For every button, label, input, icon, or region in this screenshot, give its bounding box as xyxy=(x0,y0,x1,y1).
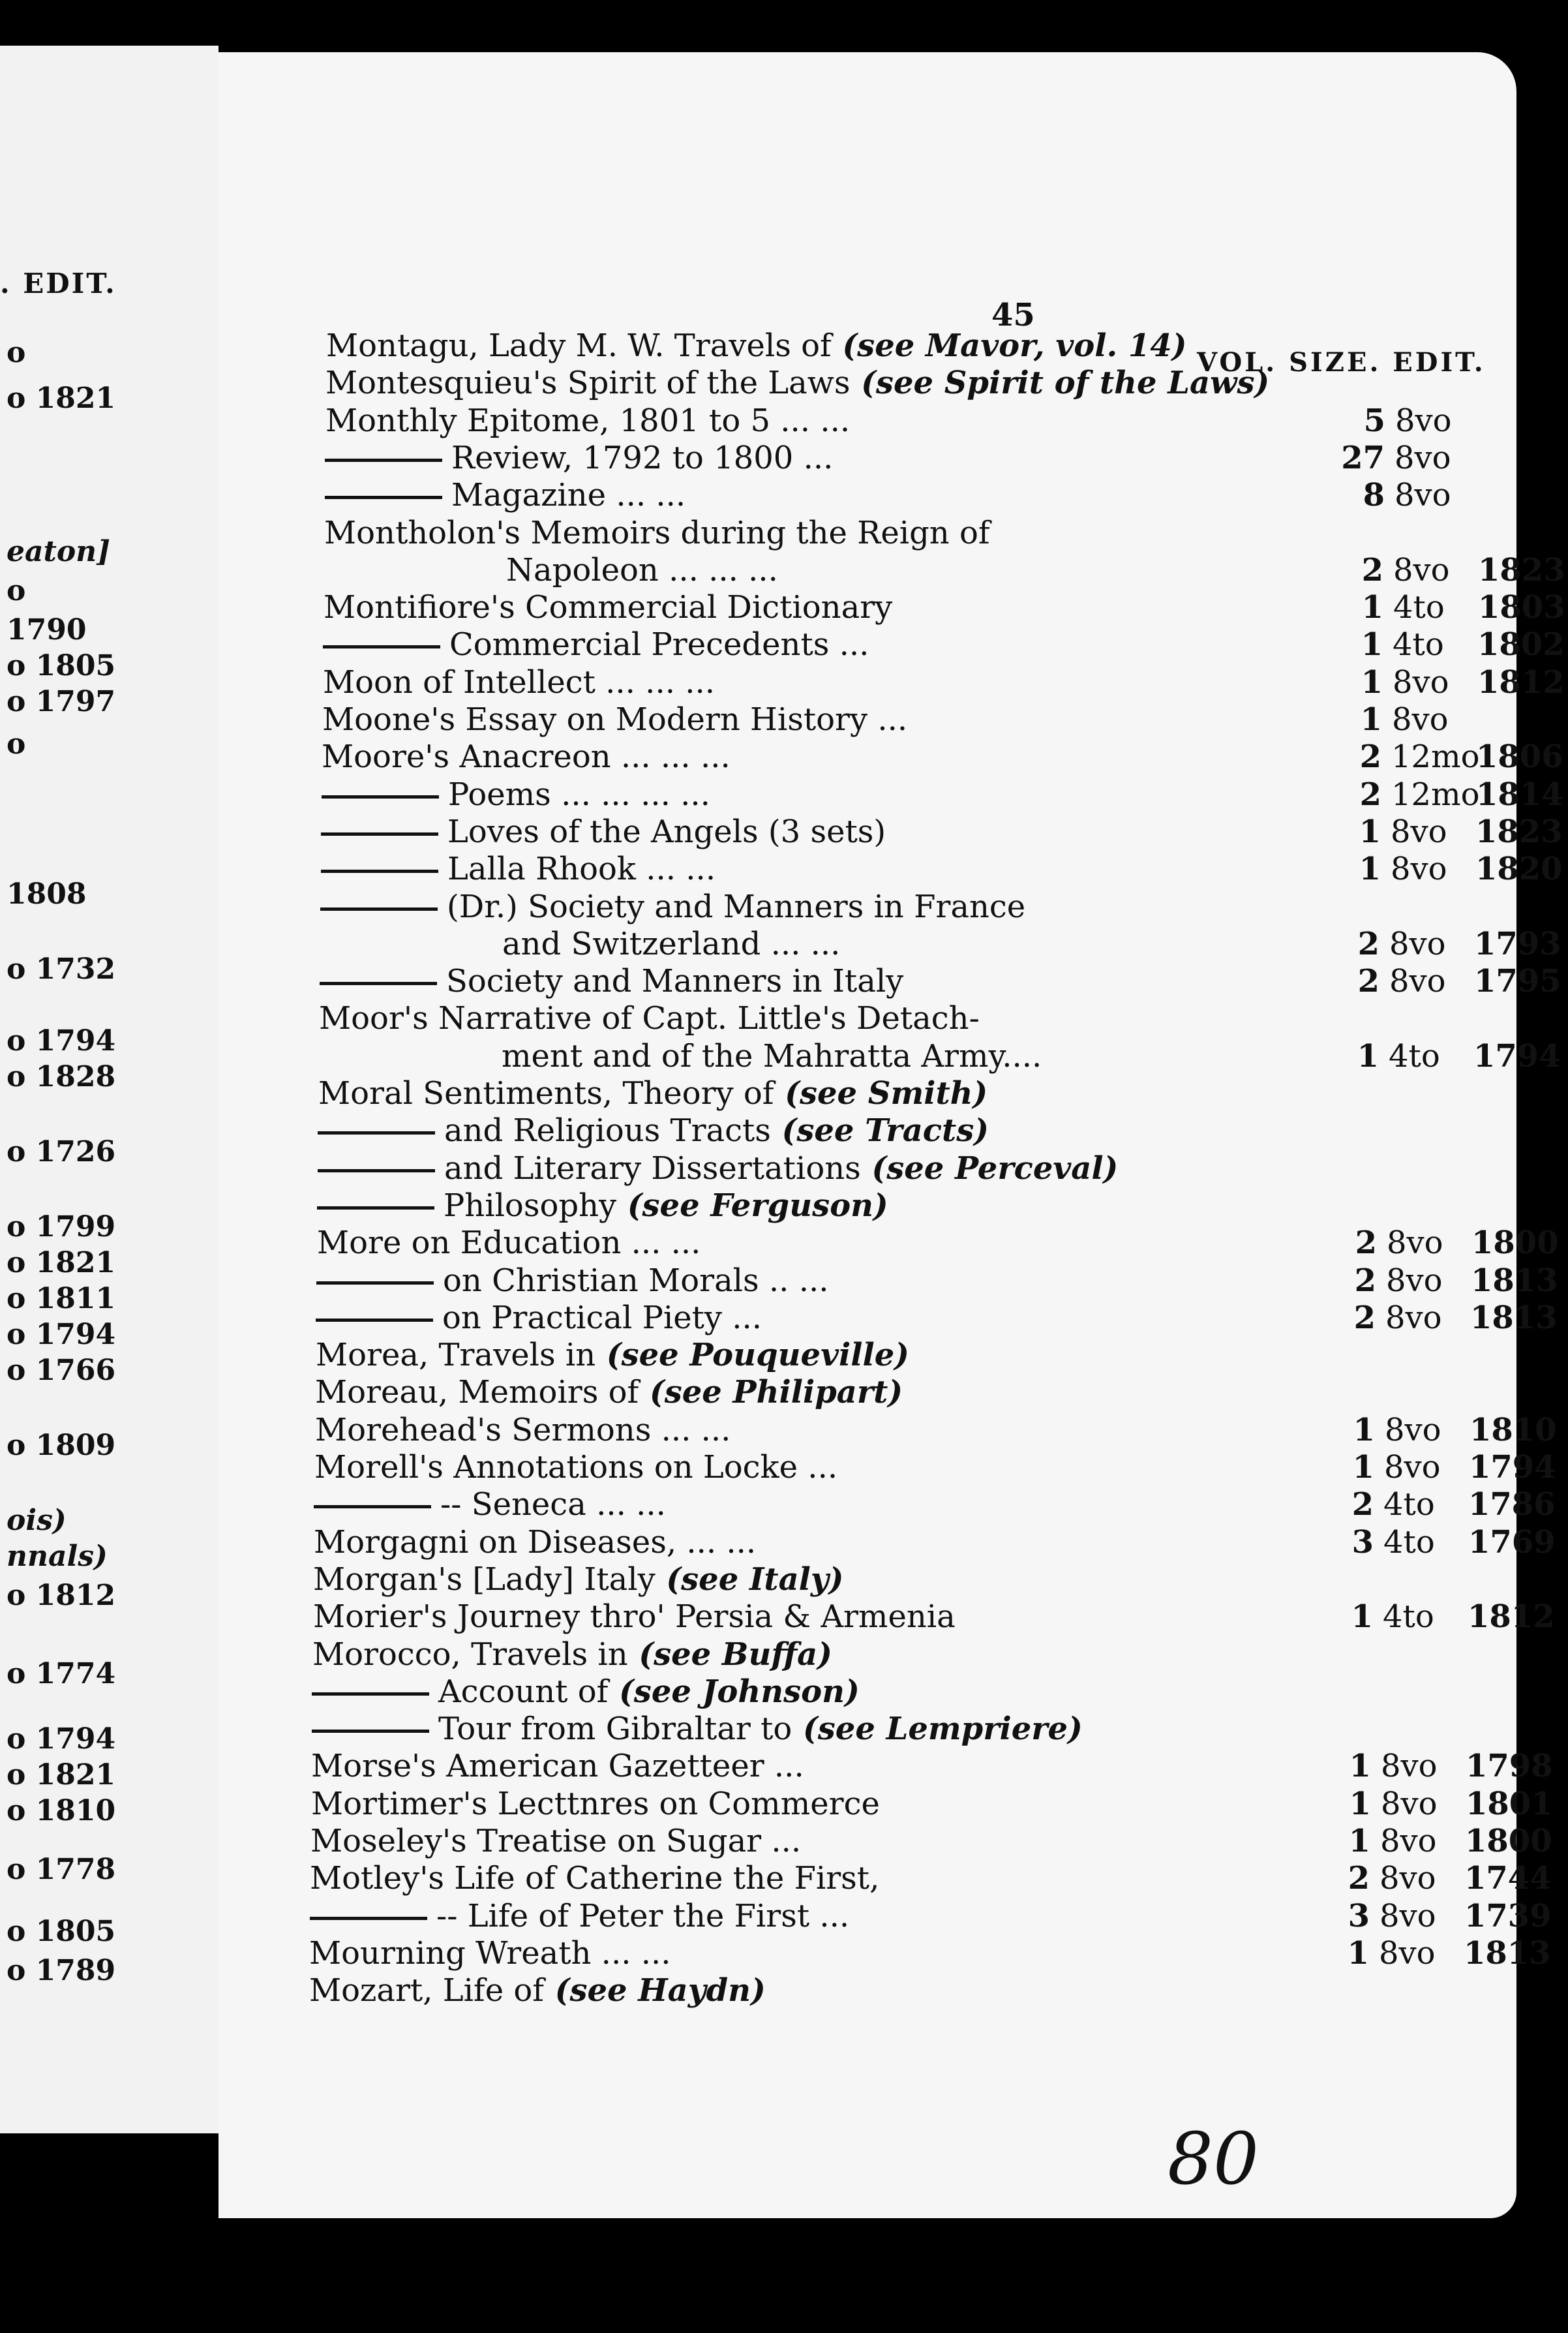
entry-title xyxy=(317,1187,888,1224)
entry-text: Motley's Life of Catherine the First, xyxy=(310,1860,880,1897)
page-number: 45 xyxy=(991,297,1035,333)
entry-size: 8vo xyxy=(1385,1299,1442,1336)
catalogue-entry xyxy=(315,1412,1568,1450)
ditto-dash xyxy=(320,982,437,985)
entry-title xyxy=(318,1112,989,1149)
left-edit-value: o 1805 xyxy=(7,649,116,682)
entry-title xyxy=(309,1935,671,1972)
entry-text: (Dr.) Society and Manners in France xyxy=(447,888,1026,925)
cross-reference: (see Mavor, vol. 14) xyxy=(831,328,1187,364)
entry-text: Montifiore's Commercial Dictionary xyxy=(324,589,893,626)
entry-text: Philosophy xyxy=(444,1187,617,1224)
entry-title xyxy=(319,1000,980,1037)
entry-title xyxy=(310,1860,879,1897)
catalogue-entry xyxy=(320,926,1568,964)
entry-vol: 5 xyxy=(1363,402,1385,439)
catalogue-entry xyxy=(310,1823,1568,1861)
catalogue-entry xyxy=(320,889,1568,926)
entry-text: Loves of the Angels (3 sets) xyxy=(447,813,886,850)
entry-size: 8vo xyxy=(1389,963,1446,1000)
left-edit-value: o 1805 xyxy=(7,1915,116,1948)
entry-size: 8vo xyxy=(1381,1748,1438,1785)
entry-text: Morier's Journey thro' Persia & Armenia xyxy=(313,1598,956,1636)
entry-text: Moone's Essay on Modern History ... xyxy=(322,701,908,738)
entry-text: Moseley's Treatise on Sugar ... xyxy=(310,1823,802,1859)
left-edit-value: o 1821 xyxy=(7,382,116,415)
catalogue-entry xyxy=(310,1898,1568,1936)
catalogue-entry xyxy=(325,403,1568,440)
ditto-dash xyxy=(322,795,439,799)
ditto-dash xyxy=(316,1319,433,1322)
left-edit-value: o 1812 xyxy=(7,1579,116,1612)
left-edit-value: o 1797 xyxy=(7,685,116,718)
entry-vol: 1 xyxy=(1359,851,1381,888)
catalogue-entry xyxy=(324,589,1568,627)
left-edit-value: 1808 xyxy=(7,877,87,911)
ditto-dash xyxy=(317,1206,434,1210)
catalogue-entry xyxy=(324,515,1568,553)
catalogue-entry xyxy=(309,1935,1568,1973)
left-edit-value: o 1732 xyxy=(7,953,116,986)
catalogue-entry xyxy=(322,701,1568,739)
ditto-dash xyxy=(318,1169,435,1172)
entry-text: Morehead's Sermons ... ... xyxy=(315,1411,731,1448)
entry-vol: 1 xyxy=(1361,589,1383,626)
entry-title xyxy=(314,1486,666,1523)
left-edit-value: o xyxy=(7,336,26,369)
left-edit-value: o 1821 xyxy=(7,1246,116,1279)
entry-edit: 1798 xyxy=(1466,1748,1553,1785)
entry-title xyxy=(325,365,1269,401)
entry-vol: 1 xyxy=(1348,1823,1370,1859)
entry-text: Society and Manners in Italy xyxy=(446,963,904,1000)
entry-text: Mortimer's Lecttnres on Commerce xyxy=(311,1785,880,1822)
catalogue-entry xyxy=(312,1636,1568,1674)
entry-title xyxy=(325,403,850,439)
cross-reference: (see Perceval) xyxy=(860,1150,1119,1187)
entry-text: Lalla Rhook ... ... xyxy=(447,851,716,888)
entry-title xyxy=(325,440,833,476)
cross-reference: (see Johnson) xyxy=(608,1673,860,1710)
entry-text: Morse's American Gazetteer ... xyxy=(311,1748,804,1785)
entry-size: 8vo xyxy=(1395,439,1451,476)
entry-title xyxy=(316,1337,909,1373)
entry-text: and Switzerland ... ... xyxy=(502,925,841,962)
entry-edit: 1795 xyxy=(1474,963,1561,1000)
entry-vol: 8 xyxy=(1363,477,1385,514)
entry-edit: 1812 xyxy=(1477,663,1565,701)
ditto-dash xyxy=(318,1131,435,1135)
entry-title xyxy=(316,1300,762,1336)
entry-vol: 1 xyxy=(1349,1785,1371,1822)
entry-title xyxy=(313,1561,844,1598)
entry-vol: 1 xyxy=(1347,1934,1369,1972)
entry-size: 8vo xyxy=(1384,1449,1441,1486)
catalogue-entry xyxy=(318,1112,1568,1150)
entry-text: -- Seneca ... ... xyxy=(440,1486,666,1523)
entry-edit: 1800 xyxy=(1471,1225,1559,1262)
entry-title xyxy=(315,1374,903,1410)
left-edit-value: o 1789 xyxy=(7,1954,116,1987)
catalogue-entry xyxy=(311,1786,1568,1823)
entry-text: Magazine ... ... xyxy=(451,477,686,514)
left-edit-value: 1790 xyxy=(7,613,87,647)
entry-title xyxy=(310,1898,849,1934)
entry-edit: 1810 xyxy=(1470,1411,1557,1448)
entry-title xyxy=(320,889,1025,925)
entry-vol: 1 xyxy=(1351,1598,1373,1636)
entry-size: 8vo xyxy=(1381,1785,1438,1822)
entry-edit: 1794 xyxy=(1473,1037,1561,1075)
entry-edit: 1786 xyxy=(1468,1486,1556,1523)
ditto-dash xyxy=(320,907,438,911)
entry-text: and Religious Tracts xyxy=(444,1112,771,1150)
entry-vol: 2 xyxy=(1357,925,1380,962)
entry-title xyxy=(314,1524,756,1561)
entry-text: -- Life of Peter the First ... xyxy=(436,1897,850,1934)
cross-reference: (see Spirit of the Laws) xyxy=(850,365,1270,402)
entry-edit: 1806 xyxy=(1476,739,1563,776)
entry-text: Moon of Intellect ... ... ... xyxy=(323,663,715,701)
entry-size: 4to xyxy=(1393,589,1445,626)
entry-vol: 2 xyxy=(1361,551,1383,588)
left-edit-value: o 1799 xyxy=(7,1210,116,1243)
entry-title xyxy=(325,477,686,513)
left-edit-value: o 1811 xyxy=(7,1282,116,1315)
entry-title xyxy=(321,814,886,850)
cross-reference: (see Buffa) xyxy=(627,1636,832,1673)
ditto-dash xyxy=(312,1692,429,1696)
entry-text: Poems ... ... ... ... xyxy=(448,776,710,813)
entry-title xyxy=(324,515,990,551)
ditto-dash xyxy=(314,1505,431,1508)
entry-vol: 2 xyxy=(1359,776,1381,813)
catalogue-entry xyxy=(317,1187,1568,1225)
entry-size: 8vo xyxy=(1386,1262,1443,1299)
left-edit-value: o xyxy=(7,574,26,607)
catalogue-page xyxy=(219,52,1565,2218)
left-edit-value: o 1766 xyxy=(7,1354,116,1387)
entry-title xyxy=(311,1748,804,1784)
entry-title xyxy=(326,328,1186,364)
left-column-header: . EDIT. xyxy=(0,267,117,299)
entry-vol: 1 xyxy=(1361,626,1383,663)
entry-title xyxy=(324,589,892,626)
cross-reference: (see Tracts) xyxy=(770,1112,989,1150)
entry-size: 4to xyxy=(1383,1598,1434,1636)
entry-text: Commercial Precedents ... xyxy=(449,626,869,663)
entry-text: Moral Sentiments, Theory of xyxy=(318,1075,774,1112)
entry-edit: 1823 xyxy=(1478,551,1565,588)
entry-size: 8vo xyxy=(1395,402,1452,439)
catalogue-entry xyxy=(312,1711,1568,1748)
entry-size: 8vo xyxy=(1391,813,1447,850)
catalogue-entry xyxy=(325,477,1568,515)
entry-vol: 1 xyxy=(1353,1411,1375,1448)
entry-size: 8vo xyxy=(1385,1411,1441,1448)
entry-size: 12mo xyxy=(1391,776,1480,813)
entry-title xyxy=(506,552,778,588)
entry-title xyxy=(312,1673,860,1710)
entry-text: Account of xyxy=(438,1673,609,1710)
entry-edit: 1794 xyxy=(1469,1449,1556,1486)
cross-reference: (see Italy) xyxy=(655,1561,844,1598)
catalogue-entry xyxy=(321,851,1568,889)
entry-text: Morgagni on Diseases, ... ... xyxy=(314,1523,757,1561)
entry-title xyxy=(318,1150,1118,1187)
catalogue-entry xyxy=(309,1972,1568,2010)
left-edit-value: o xyxy=(7,727,26,761)
entry-edit: 1800 xyxy=(1465,1823,1552,1859)
entry-vol: 1 xyxy=(1361,663,1383,701)
entry-edit: 1812 xyxy=(1468,1598,1555,1636)
ditto-dash xyxy=(321,870,438,873)
entry-vol: 27 xyxy=(1341,439,1385,476)
entry-text: Monthly Epitome, 1801 to 5 ... ... xyxy=(325,402,851,439)
entry-vol: 2 xyxy=(1354,1262,1376,1299)
entry-vol: 1 xyxy=(1349,1748,1371,1785)
entry-vol: 2 xyxy=(1357,963,1380,1000)
entry-vol: 3 xyxy=(1348,1897,1370,1934)
entry-vol: 2 xyxy=(1355,1225,1377,1262)
entry-title xyxy=(323,664,715,701)
entry-vol: 1 xyxy=(1360,701,1382,738)
entry-size: 8vo xyxy=(1387,1225,1443,1262)
cross-reference: (see Lempriere) xyxy=(792,1711,1083,1748)
entry-edit: 1814 xyxy=(1476,776,1563,813)
ditto-dash xyxy=(323,645,440,648)
entry-title xyxy=(317,1225,701,1261)
left-edit-value: o 1726 xyxy=(7,1135,116,1168)
left-edit-value: ois) xyxy=(7,1504,67,1537)
entry-title xyxy=(322,776,710,813)
left-edit-value: o 1821 xyxy=(7,1758,116,1792)
entry-size: 8vo xyxy=(1380,1897,1436,1934)
ditto-dash xyxy=(325,459,442,462)
entry-title xyxy=(318,1075,988,1112)
entry-text: Mozart, Life of xyxy=(309,1972,545,2009)
catalogue-entry xyxy=(312,1673,1568,1711)
entry-size: 8vo xyxy=(1395,477,1451,514)
catalogue-entry xyxy=(324,552,1568,590)
entry-title xyxy=(315,1412,731,1448)
entry-title xyxy=(322,701,907,738)
catalogue-entry xyxy=(313,1598,1568,1636)
entry-text: Tour from Gibraltar to xyxy=(438,1711,792,1748)
entry-size: 4to xyxy=(1383,1486,1435,1523)
entry-edit: 1823 xyxy=(1475,813,1563,850)
entry-title xyxy=(313,1598,956,1635)
entry-text: Morocco, Travels in xyxy=(312,1636,628,1673)
ditto-dash xyxy=(310,1917,427,1920)
catalogue-entry xyxy=(314,1486,1568,1524)
entry-size: 4to xyxy=(1383,1523,1435,1561)
entry-size: 4to xyxy=(1389,1037,1440,1075)
entry-edit: 1813 xyxy=(1471,1262,1558,1299)
entry-text: Moore's Anacreon ... ... ... xyxy=(322,739,731,776)
entry-size: 8vo xyxy=(1380,1823,1437,1859)
entry-edit: 1820 xyxy=(1475,851,1563,888)
entry-text: on Practical Piety ... xyxy=(442,1299,762,1336)
entry-title xyxy=(502,926,840,962)
catalogue-entry xyxy=(319,1000,1568,1038)
entry-edit: 1801 xyxy=(1466,1785,1553,1822)
catalogue-entry xyxy=(315,1374,1568,1412)
entry-title xyxy=(309,1972,766,2009)
left-edit-value: o 1809 xyxy=(7,1429,116,1462)
catalogue-entry xyxy=(316,1337,1568,1375)
entry-title xyxy=(323,626,869,663)
catalogue-entry xyxy=(318,1150,1568,1188)
entry-text: Moreau, Memoirs of xyxy=(315,1374,639,1411)
left-edit-value: o 1810 xyxy=(7,1794,116,1827)
left-edit-value: eaton] xyxy=(7,535,110,568)
catalogue-entry xyxy=(311,1748,1568,1786)
entry-text: and Literary Dissertations xyxy=(444,1150,861,1187)
entry-vol: 2 xyxy=(1359,739,1381,776)
cross-reference: (see Pouqueville) xyxy=(596,1337,909,1374)
entry-title xyxy=(311,1786,880,1822)
entry-text: Morgan's [Lady] Italy xyxy=(313,1561,656,1598)
entry-text: Napoleon ... ... ... xyxy=(506,551,778,588)
entry-text: Morea, Travels in xyxy=(316,1337,596,1374)
catalogue-entry xyxy=(319,1038,1568,1076)
entry-title xyxy=(312,1636,832,1673)
ditto-dash xyxy=(312,1730,429,1733)
entry-title xyxy=(320,963,903,999)
entry-edit: 1802 xyxy=(1477,626,1565,663)
catalogue-entry xyxy=(325,440,1568,478)
entry-edit: 1739 xyxy=(1464,1897,1552,1934)
entry-size: 8vo xyxy=(1389,925,1446,962)
column-headers: VOL. SIZE. EDIT. xyxy=(1197,347,1486,378)
catalogue-entry xyxy=(316,1262,1568,1300)
cross-reference: (see Haydn) xyxy=(544,1972,766,2009)
entry-title xyxy=(312,1711,1083,1747)
catalogue-entry xyxy=(316,1300,1568,1337)
entry-edit: 1769 xyxy=(1468,1523,1556,1561)
catalogue-entry xyxy=(323,664,1568,702)
entry-text: Montholon's Memoirs during the Reign of xyxy=(324,514,990,551)
entry-text: More on Education ... ... xyxy=(317,1225,701,1262)
entry-title xyxy=(316,1262,828,1299)
entry-vol: 1 xyxy=(1359,813,1381,850)
catalogue-entry xyxy=(322,739,1568,776)
catalogue-entry xyxy=(310,1860,1568,1898)
catalogue-entry xyxy=(320,963,1568,1001)
left-edit-value: o 1794 xyxy=(7,1722,116,1756)
catalogue-entry xyxy=(314,1524,1568,1562)
entry-size: 8vo xyxy=(1391,851,1447,888)
handwritten-number: 80 xyxy=(1168,2117,1259,2201)
catalogue-entry xyxy=(326,328,1568,365)
catalogue-entry xyxy=(321,814,1568,851)
entry-vol: 1 xyxy=(1357,1037,1379,1075)
entry-size: 8vo xyxy=(1379,1934,1436,1972)
entry-size: 12mo xyxy=(1391,739,1480,776)
entry-text: Montagu, Lady M. W. Travels of xyxy=(326,328,832,364)
catalogue-entry xyxy=(314,1449,1568,1487)
ditto-dash xyxy=(325,496,442,499)
entry-text: Montesquieu's Spirit of the Laws xyxy=(325,365,851,402)
catalogue-entry xyxy=(325,365,1568,403)
entry-vol: 2 xyxy=(1351,1486,1374,1523)
catalogue-entry xyxy=(317,1225,1568,1262)
cross-reference: (see Smith) xyxy=(774,1075,988,1112)
entry-size: 8vo xyxy=(1393,663,1449,701)
entry-edit: 1803 xyxy=(1478,589,1565,626)
ditto-dash xyxy=(316,1281,434,1285)
left-edit-value: o 1774 xyxy=(7,1657,116,1690)
left-edit-value: nnals) xyxy=(7,1540,108,1573)
catalogue-entry xyxy=(323,626,1568,664)
left-edit-value: o 1828 xyxy=(7,1060,116,1093)
entry-text: on Christian Morals .. ... xyxy=(443,1262,829,1299)
cross-reference: (see Ferguson) xyxy=(616,1187,888,1224)
catalogue-entry xyxy=(313,1561,1568,1599)
entry-edit: 1744 xyxy=(1464,1860,1552,1897)
left-edit-value: o 1778 xyxy=(7,1853,116,1886)
entry-size: 8vo xyxy=(1393,551,1450,588)
catalogue-entry xyxy=(318,1075,1568,1113)
ditto-dash xyxy=(321,832,438,836)
entry-text: Moor's Narrative of Capt. Little's Detach- xyxy=(319,1000,980,1037)
entry-vol: 2 xyxy=(1348,1860,1370,1897)
catalogue-entry xyxy=(322,776,1568,814)
entry-title xyxy=(310,1823,801,1859)
entry-title xyxy=(321,851,716,887)
entry-vol: 3 xyxy=(1351,1523,1374,1561)
left-page-fragment xyxy=(0,46,219,2133)
entry-edit: 1813 xyxy=(1464,1934,1551,1972)
left-edit-value: o 1794 xyxy=(7,1318,116,1351)
entry-title xyxy=(322,739,731,775)
entry-edit: 1793 xyxy=(1474,925,1561,962)
entry-text: Review, 1792 to 1800 ... xyxy=(451,439,834,476)
cross-reference: (see Philipart) xyxy=(639,1374,903,1411)
entry-text: Morell's Annotations on Locke ... xyxy=(314,1449,838,1486)
entry-edit: 1813 xyxy=(1470,1299,1558,1336)
entry-size: 4to xyxy=(1393,626,1444,663)
entry-vol: 1 xyxy=(1352,1449,1374,1486)
entry-title xyxy=(314,1449,837,1486)
entry-title xyxy=(502,1038,1042,1075)
left-edit-value: o 1794 xyxy=(7,1024,116,1058)
entry-vol: 2 xyxy=(1353,1299,1376,1336)
entry-size: 8vo xyxy=(1392,701,1449,738)
entry-text: ment and of the Mahratta Army.... xyxy=(502,1037,1042,1075)
entry-size: 8vo xyxy=(1380,1860,1436,1897)
entry-text: Mourning Wreath ... ... xyxy=(309,1934,671,1972)
